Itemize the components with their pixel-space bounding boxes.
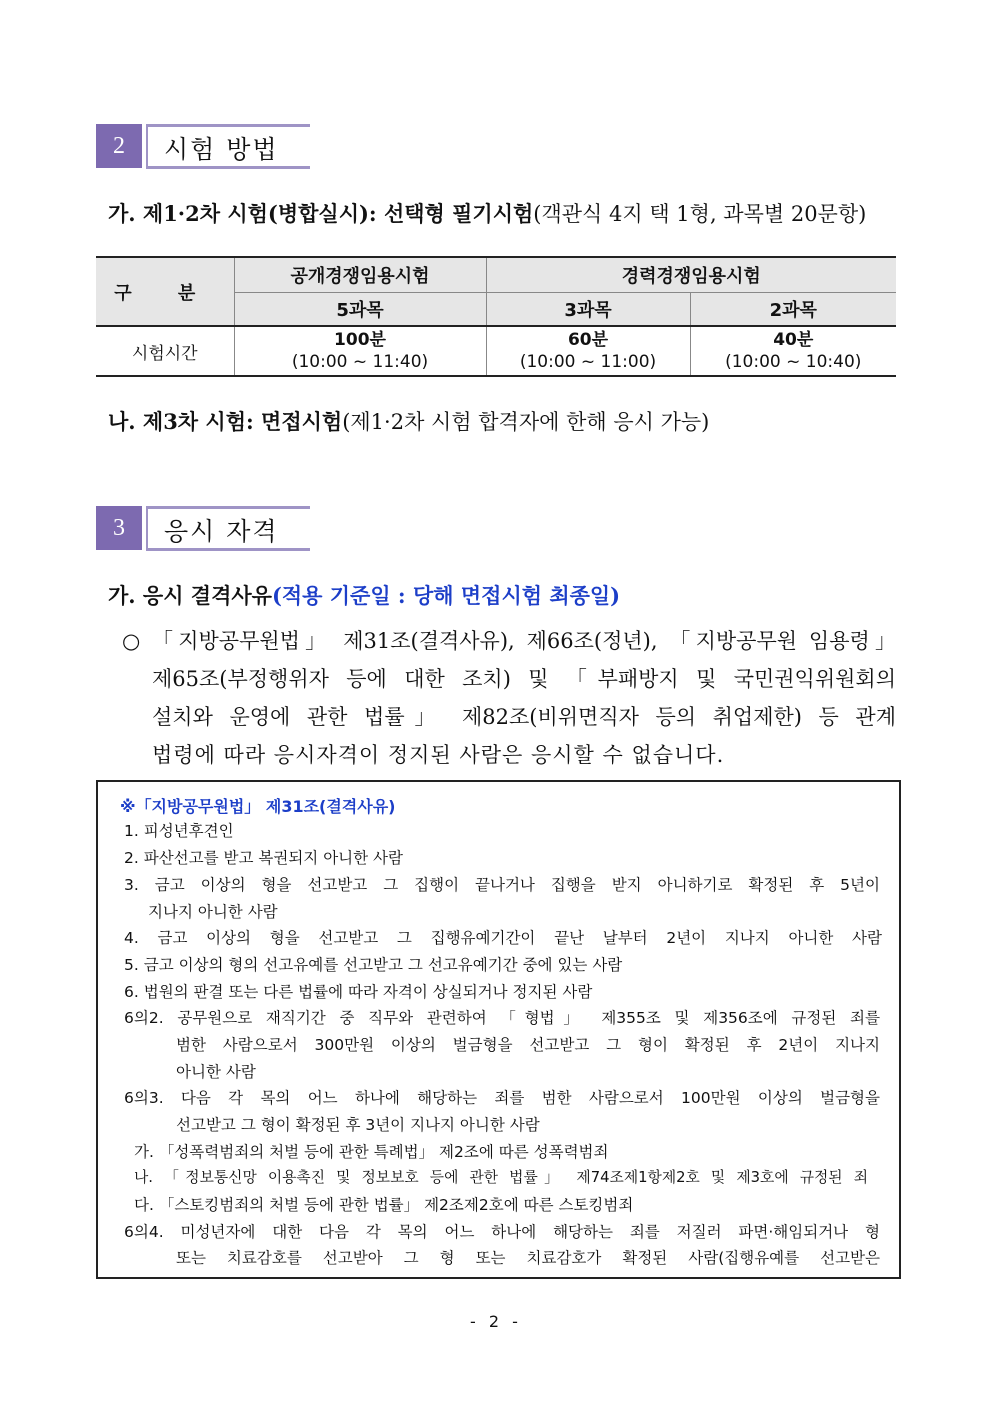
subheading-label: 나. 제3차 시험: 면접시험: [108, 409, 343, 434]
subheading-note: (제1·2차 시험 합격자에 한해 응시 가능): [342, 410, 710, 434]
header-gubun: 구 분: [96, 257, 234, 326]
header-5-subjects: 5과목: [234, 293, 486, 327]
list-item: 3. 금고 이상의 형을 선고받고 그 집행이 끝나거나 집행을 받지 아니하기로 확정된 후 5년이: [124, 876, 880, 894]
section-divider: [146, 124, 148, 168]
paragraph-line: 설치와 운영에 관한 법률」 제82조(비위면직자 등의 취업제한) 등 관계: [152, 705, 896, 729]
header-open-competition: 공개경쟁임용시험: [234, 257, 486, 293]
list-item: 6. 법원의 판결 또는 다른 법률에 따라 자격이 상실되거나 정지된 사람: [124, 983, 593, 1001]
table-row: [96, 326, 896, 376]
box-title: ※「지방공무원법」 제31조(결격사유): [120, 797, 396, 816]
cell-time-3: [486, 326, 690, 376]
section-title: 시험 방법: [164, 135, 279, 164]
subheading-label: 가. 응시 결격사유: [108, 583, 272, 608]
exam-time-table: [96, 256, 896, 377]
subheading-label: 가. 제1·2차 시험(병합실시): 선택형 필기시험: [108, 201, 534, 226]
list-item-continued: 선고받고 그 형이 확정된 후 3년이 지나지 아니한 사람: [176, 1116, 540, 1134]
section-number-badge: 2: [96, 124, 142, 168]
time-range: (10:00 ~ 10:40): [725, 352, 862, 372]
time-duration: 60분: [567, 330, 609, 350]
list-item: 2. 파산선고를 받고 복권되지 아니한 사람: [124, 849, 403, 867]
time-range: (10:00 ~ 11:00): [519, 352, 657, 372]
header-career-competition: 경력경쟁임용시험: [486, 257, 896, 293]
time-duration: 100분: [334, 330, 386, 350]
list-item: 4. 금고 이상의 형을 선고받고 그 집행유예기간이 끝난 날부터 2년이 지나지 아니한 사람: [124, 929, 882, 947]
law-excerpt-box: [96, 780, 901, 1279]
list-subitem: 다. 「스토킹범죄의 처벌 등에 관한 법률」 제2조제2호에 따른 스토킹범죄: [134, 1196, 634, 1214]
section-title: 응시 자격: [164, 517, 279, 546]
table-header-row: [96, 257, 896, 293]
list-subitem: 가. 「성폭력범죄의 처벌 등에 관한 특례법」 제2조에 따른 성폭력범죄: [134, 1143, 609, 1161]
time-range: (10:00 ~ 11:40): [291, 352, 429, 372]
row-label: 시험시간: [96, 326, 234, 376]
time-duration: 40분: [773, 330, 814, 350]
subheading-note: (객관식 4지 택 1형, 과목별 20문항): [533, 202, 867, 226]
cell-time-5: [234, 326, 486, 376]
subheading-criterion: (적용 기준일 : 당해 면접시험 최종일): [271, 583, 621, 608]
section-number-badge: 3: [96, 506, 142, 550]
section-divider: [146, 506, 148, 550]
cell-time-2: [690, 326, 896, 376]
section-top-rule: [146, 506, 310, 509]
section-top-rule: [146, 124, 310, 127]
list-item-continued: 범한 사람으로서 300만원 이상의 벌금형을 선고받고 그 형이 확정된 후 2년이 지나지: [176, 1036, 880, 1054]
list-item: 5. 금고 이상의 형의 선고유예를 선고받고 그 선고유예기간 중에 있는 사람: [124, 956, 623, 974]
list-item: 6의3. 다음 각 목의 어느 하나에 해당하는 죄를 범한 사람으로서 100만원 이상의 벌금형을: [124, 1089, 880, 1107]
bullet-mark: ○: [122, 629, 141, 653]
list-item-continued: 아니한 사람: [176, 1063, 256, 1081]
header-3-subjects: 3과목: [486, 293, 690, 327]
list-item-continued: 또는 치료감호를 선고받아 그 형 또는 치료감호가 확정된 사람(집행유예를 선고받은: [176, 1249, 880, 1267]
subheading-written-exam: [108, 198, 866, 228]
paragraph-line: 「지방공무원법」 제31조(결격사유), 제66조(정년), 「지방공무원 임용령」: [152, 629, 896, 653]
paragraph-line: 법령에 따라 응시자격이 정지된 사람은 응시할 수 없습니다.: [152, 743, 725, 767]
section-bottom-rule: [146, 166, 310, 169]
page-number: - 2 -: [470, 1312, 522, 1331]
list-item: 6의2. 공무원으로 재직기간 중 직무와 관련하여 「형법」 제355조 및 제356조에 규정된 죄를: [124, 1009, 880, 1027]
list-item-continued: 지나지 아니한 사람: [148, 903, 278, 921]
list-item: 6의4. 미성년자에 대한 다음 각 목의 어느 하나에 해당하는 죄를 저질러 파면·해임되거나 형: [124, 1223, 880, 1241]
paragraph-line: 제65조(부정행위자 등에 대한 조치) 및 「부패방지 및 국민권익위원회의: [152, 667, 896, 691]
section-bottom-rule: [146, 548, 310, 551]
header-2-subjects: 2과목: [690, 293, 896, 327]
list-item: 1. 피성년후견인: [124, 822, 234, 840]
subheading-disqualification: [108, 580, 620, 610]
subheading-interview: [108, 406, 709, 436]
list-subitem: 나. 「정보통신망 이용촉진 및 정보보호 등에 관한 법률」 제74조제1항제2호 및 제3호에 규정된 죄: [134, 1169, 868, 1186]
